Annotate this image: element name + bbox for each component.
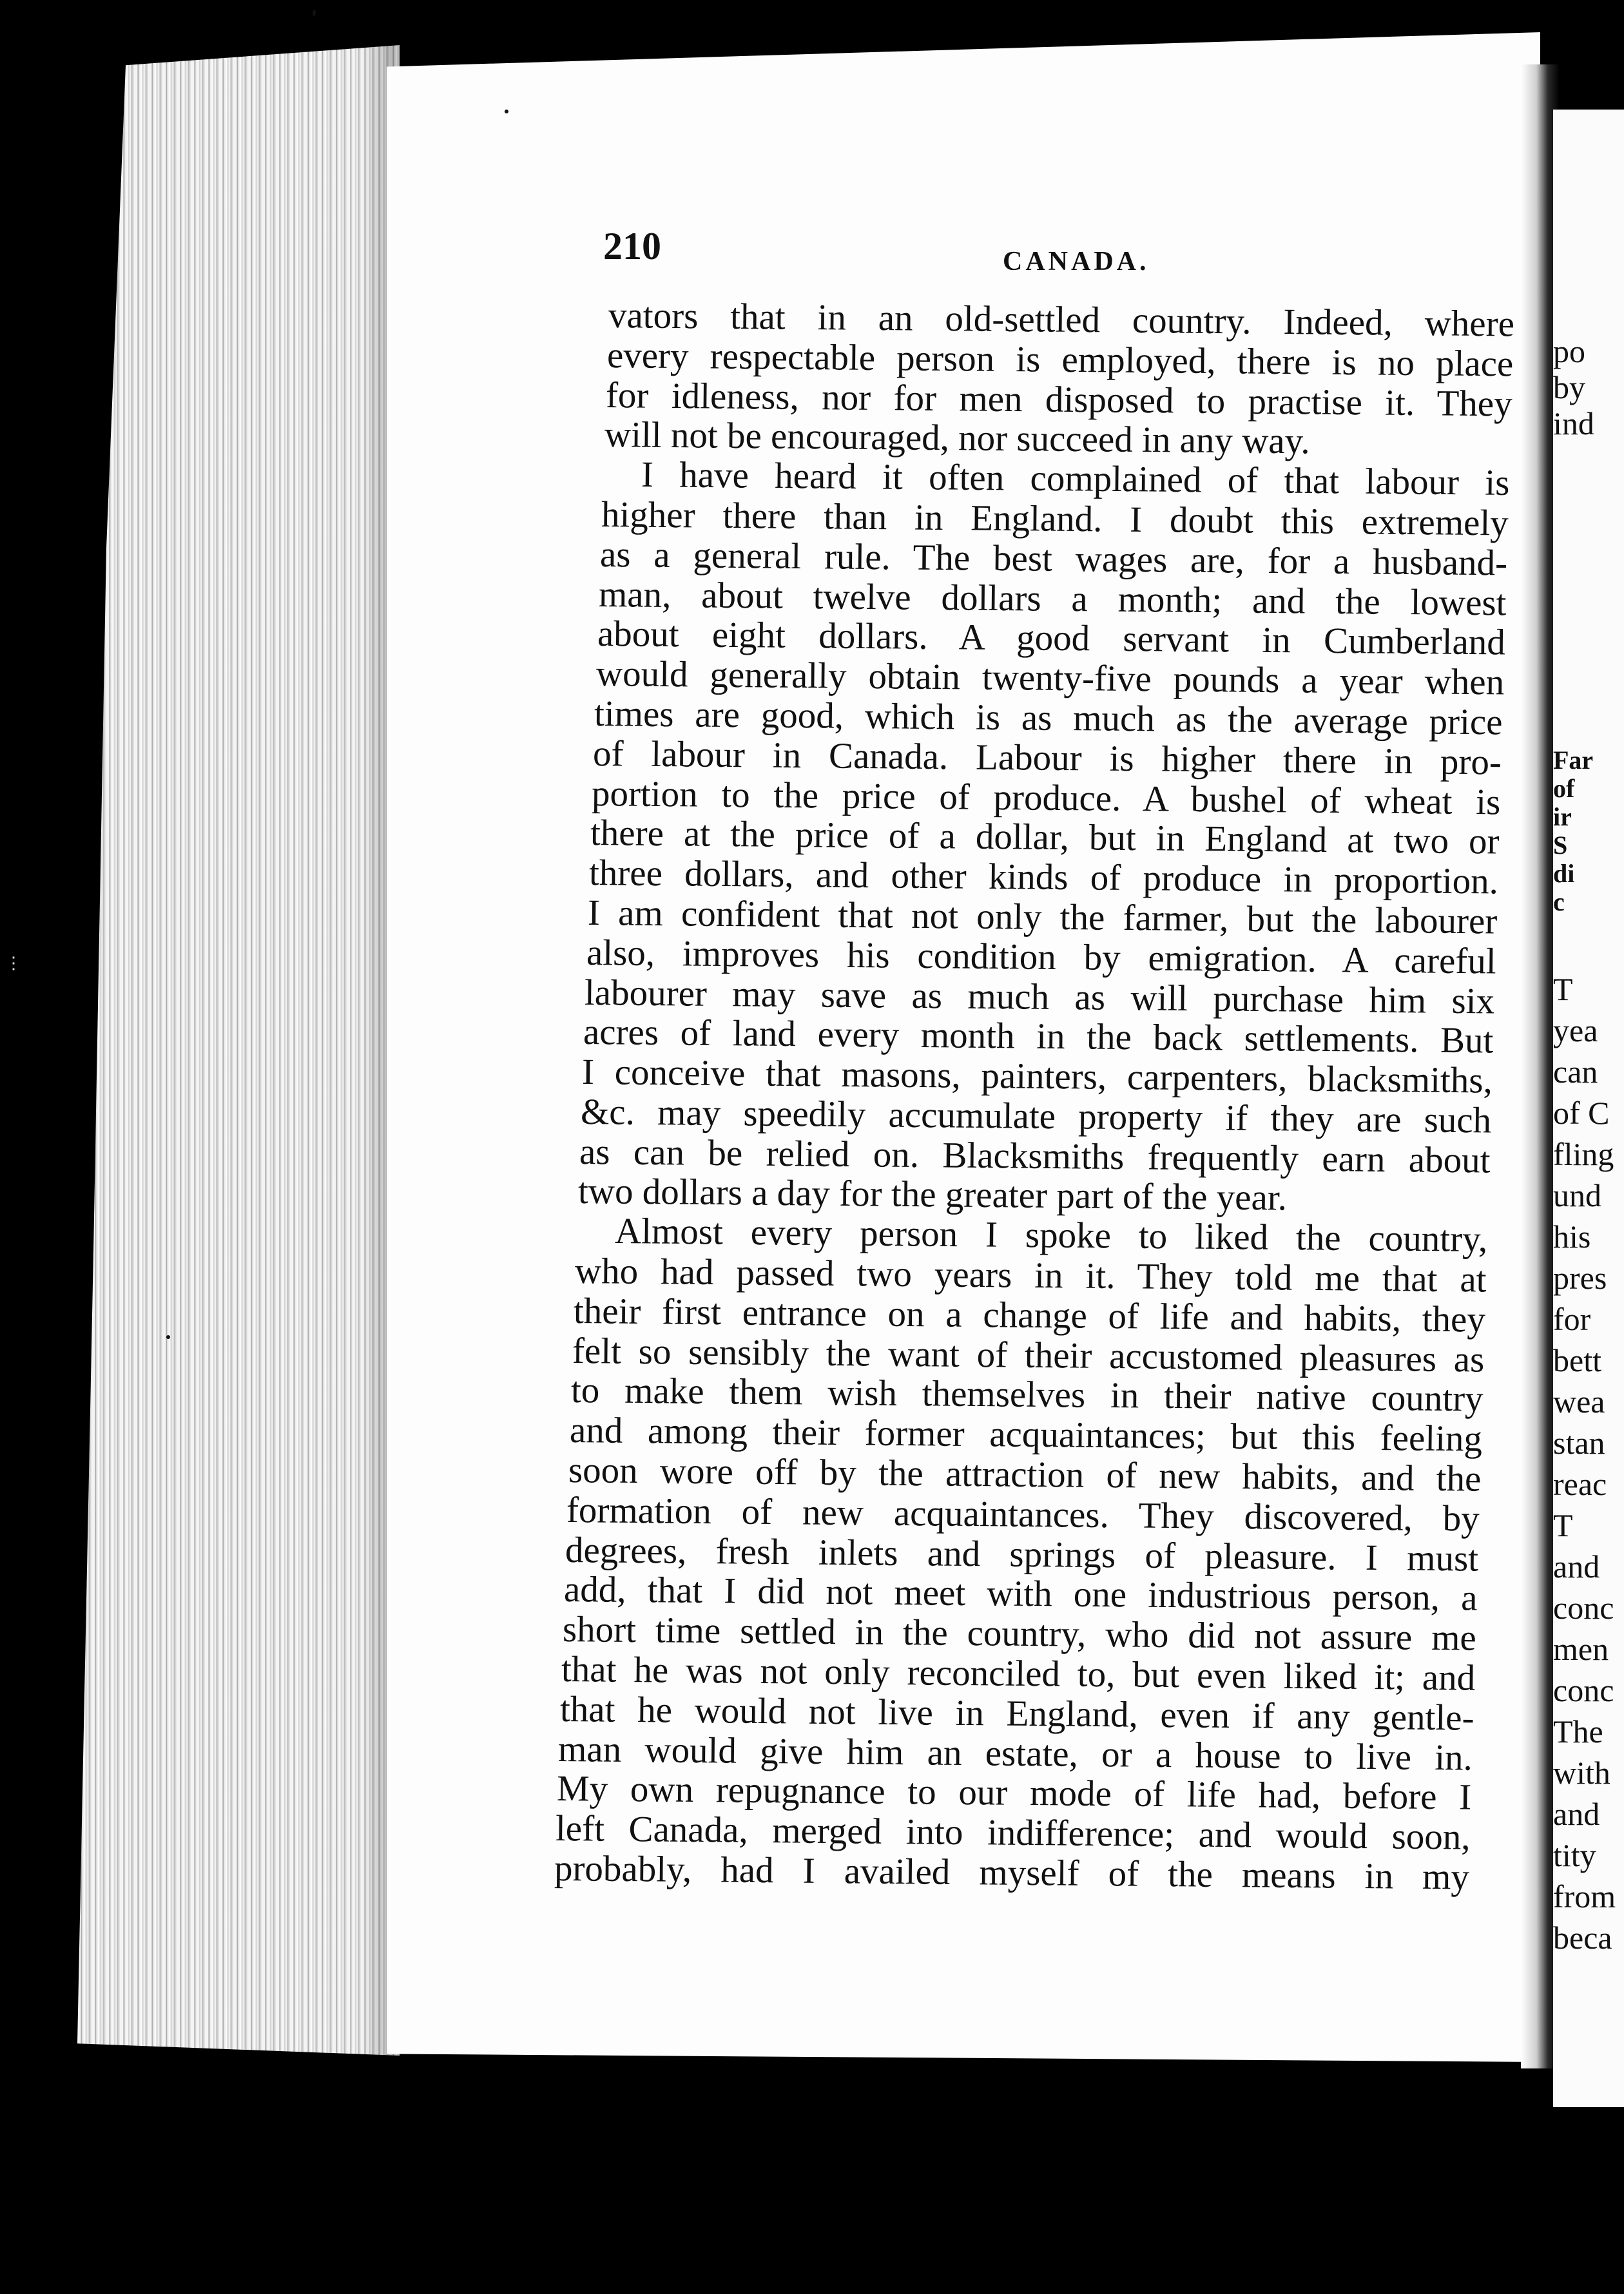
text-line: higher there than in England. I doubt this extremely: [601, 494, 1509, 544]
text-line: for idleness, nor for men disposed to practise it. They: [605, 374, 1513, 425]
text-line: formation of new acquaintances. They discovered, by: [566, 1489, 1480, 1539]
text-line: who had passed two years in it. They told me that at: [574, 1251, 1487, 1300]
facing-page-text-fragment: T: [1553, 1507, 1573, 1543]
text-line: two dollars a day for the greater part of the year.: [577, 1171, 1287, 1219]
text-line: &c. may speedily accumulate property if they are such: [580, 1091, 1492, 1141]
facing-page-text-fragment: pres: [1553, 1260, 1607, 1296]
facing-page-text-fragment: yea: [1553, 1012, 1598, 1048]
facing-page-text-fragment: beca: [1553, 1920, 1612, 1956]
facing-page-text-fragment: fling: [1553, 1136, 1614, 1172]
text-line: My own repugnance to our mode of life had, before I: [556, 1768, 1472, 1818]
facing-page-text-fragment: his: [1553, 1219, 1591, 1255]
text-line: felt so sensibly the want of their accustomed pleasures as: [572, 1330, 1485, 1380]
facing-page-text-fragment: ir: [1553, 802, 1572, 831]
page-number: 210: [603, 225, 661, 267]
facing-page-text-fragment: of C: [1553, 1095, 1610, 1131]
text-line: as a general rule. The best wages are, for a husband-: [599, 534, 1508, 584]
facing-page-text-fragment: ind: [1553, 405, 1594, 441]
text-line: three dollars, and other kinds of produce in proportion.: [588, 853, 1499, 902]
facing-page-text-fragment: stan: [1553, 1425, 1605, 1461]
text-line: man, about twelve dollars a month; and the lowest: [598, 574, 1507, 624]
facing-page-text-fragment: and: [1553, 1548, 1600, 1585]
running-title: CANADA.: [1003, 247, 1150, 276]
facing-page-text-fragment: tity: [1553, 1837, 1596, 1873]
facing-page-text-fragment: The: [1553, 1713, 1603, 1749]
text-line: and among their former acquaintances; but this feeling: [569, 1410, 1482, 1460]
text-line: will not be encouraged, nor succeed in any way.: [604, 414, 1310, 462]
facing-page-text-fragment: S: [1553, 831, 1568, 860]
facing-page-text-fragment: und: [1553, 1177, 1601, 1213]
facing-page-text-fragment: with: [1553, 1755, 1610, 1791]
facing-page-text-fragment: can: [1553, 1054, 1598, 1090]
text-line: acres of land every month in the back settlements. But: [583, 1012, 1494, 1061]
text-line: vators that in an old-settled country. Indeed, where: [608, 295, 1515, 345]
text-line: short time settled in the country, who did not assure me: [562, 1609, 1477, 1659]
text-line: portion to the price of produce. A bushel of wheat is: [591, 773, 1501, 823]
text-line: of labour in Canada. Labour is higher there in pro-: [592, 733, 1502, 783]
text-line: also, improves his condition by emigration. A careful: [586, 932, 1496, 982]
facing-page-text-fragment: of: [1553, 774, 1575, 803]
facing-page-text-fragment: wea: [1553, 1383, 1605, 1420]
facing-page-text-fragment: reac: [1553, 1466, 1607, 1502]
text-line: I am confident that not only the farmer, but the labourer: [587, 892, 1498, 942]
text-line: would generally obtain twenty-five pounds a year when: [595, 653, 1505, 703]
facing-page-text-fragment: di: [1553, 859, 1575, 888]
text-line: that he was not only reconciled to, but even liked it; and: [561, 1649, 1476, 1699]
facing-page-text-fragment: c: [1553, 887, 1565, 916]
facing-page-text-fragment: men: [1553, 1631, 1609, 1667]
text-line: times are good, which is as much as the average price: [594, 693, 1503, 743]
text-line: I conceive that masons, painters, carpenters, blacksmiths,: [581, 1052, 1493, 1101]
facing-page-text-fragment: conc: [1553, 1672, 1614, 1708]
text-line: their first entrance on a change of life and habits, they: [573, 1290, 1486, 1340]
text-line: as can be relied on. Blacksmiths frequently earn about: [579, 1131, 1491, 1181]
facing-page-text-fragment: bett: [1553, 1342, 1601, 1378]
text-line: add, that I did not meet with one industrious person, a: [563, 1569, 1478, 1619]
text-line: there at the price of a dollar, but in England at two or: [590, 813, 1500, 862]
facing-page-text-fragment: for: [1553, 1301, 1591, 1337]
text-line: man would give him an estate, or a house to live in.: [558, 1728, 1473, 1778]
text-line: labourer may save as much as will purchase him six: [585, 972, 1495, 1022]
text-line: left Canada, merged into indifference; and would soon,: [555, 1808, 1471, 1858]
facing-page-text-fragment: by: [1553, 369, 1585, 405]
facing-page-text-fragment: po: [1553, 333, 1585, 369]
facing-page-text-fragment: T: [1553, 971, 1573, 1007]
text-line: that he would not live in England, even if any gentle-: [559, 1688, 1474, 1739]
facing-page-text-fragment: conc: [1553, 1590, 1614, 1626]
facing-page-text-fragment: and: [1553, 1796, 1600, 1832]
text-line: Almost every person I spoke to liked the country,: [615, 1211, 1488, 1260]
facing-page-text-fragment: from: [1553, 1878, 1616, 1914]
text-line: degrees, fresh inlets and springs of pleasure. I must: [565, 1529, 1479, 1579]
text-line: soon wore off by the attraction of new habits, and the: [568, 1450, 1482, 1499]
text-line: every respectable person is employed, there is no place: [606, 334, 1514, 385]
text-line: about eight dollars. A good servant in Cumberland: [597, 613, 1505, 663]
text-line: I have heard it often complained of that labour is: [641, 454, 1511, 504]
text-line: to make them wish themselves in their native country: [570, 1370, 1484, 1420]
text-line: probably, had I availed myself of the means in my: [554, 1848, 1470, 1898]
facing-page-text-fragment: Far: [1553, 746, 1594, 775]
scan-artifact: ⋮: [5, 954, 22, 972]
